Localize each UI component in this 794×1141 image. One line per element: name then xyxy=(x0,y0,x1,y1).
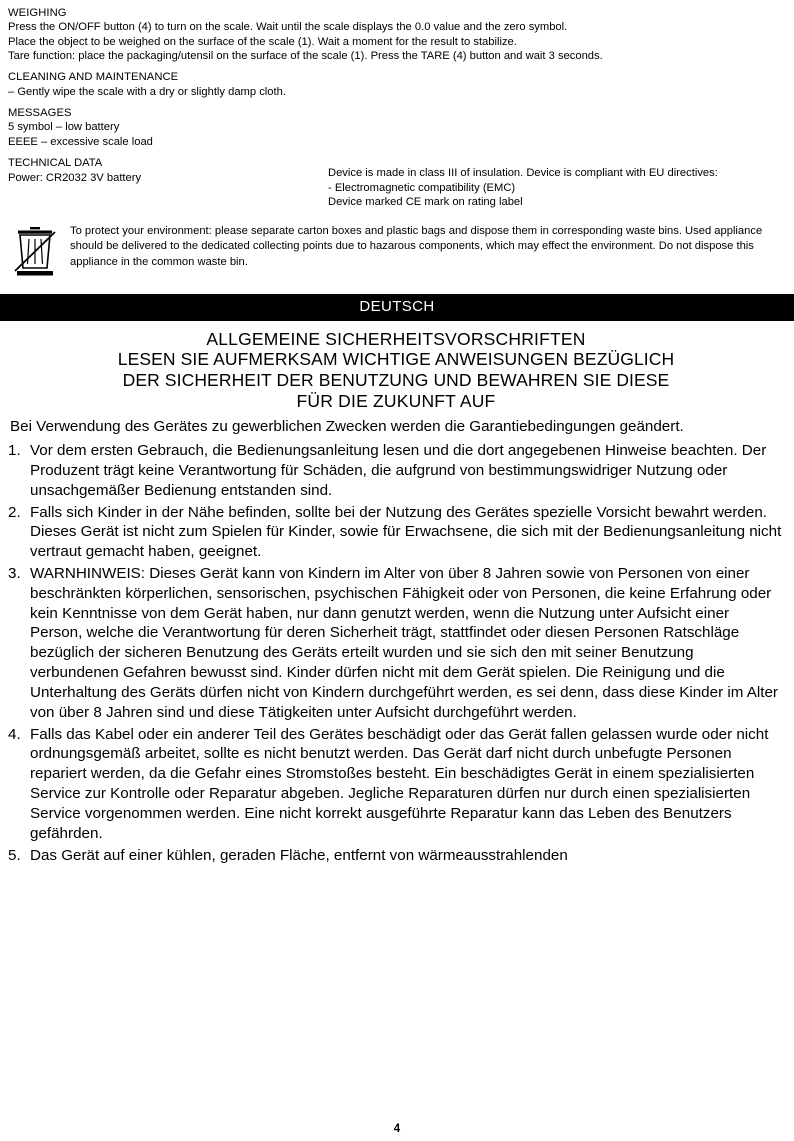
language-section-bar: DEUTSCH xyxy=(0,294,794,321)
weighing-heading: WEIGHING xyxy=(8,7,67,19)
message-line: 5 symbol – low battery xyxy=(8,121,120,134)
cleaning-line: – Gently wipe the scale with a dry or slightly damp cloth. xyxy=(8,85,286,98)
environment-text: To protect your environment: please separate carton boxes and plastic bags and dispose them in corresponding waste bins. Used appliance should be delivered to the dedicated collecting points due to hazarous components, which may effect the environment. Do not dispose this appliance in the common waste bin. xyxy=(70,224,763,268)
technical-data-block xyxy=(8,156,786,210)
german-safety-list xyxy=(8,441,784,865)
compliance-line: Device marked CE mark on rating label xyxy=(328,196,523,209)
list-item-text: Vor dem ersten Gebrauch, die Bedienungsanleitung lesen und die dort angegebenen Hinweise beachten. Der Produzent trägt keine Verantwortung für Schäden, die aufgrund von bestimmungswidriger Nutzung oder unsachgemäßer Bedienung entstanden sind. xyxy=(30,442,767,499)
list-item xyxy=(8,564,784,723)
environment-block xyxy=(8,224,786,282)
spacer xyxy=(8,63,786,70)
compliance-line: Device is made in class III of insulation. Device is compliant with EU directives: xyxy=(328,166,718,179)
list-item-number: 3. xyxy=(8,565,21,582)
cleaning-heading: CLEANING AND MAINTENANCE xyxy=(8,71,179,84)
list-item-text: WARNHINWEIS: Dieses Gerät kann von Kindern im Alter von über 8 Jahren sowie von Personen von einer beschränkten körperlichen, sensorischen, psychischen Fähigkeit oder von Personen, die keine Erfahrung oder kein Kenntnisse von dem Gerät haben, nur dann genutzt werden, wenn die Nutzung unter Aufsicht einer Person, welche die Verantwortung für deren Sicherheit trägt, stattfindet oder diesen Personen Ratschläge bezüglich der sicheren Benutzung des Geräts erteilt wurden und sie sich den mit seiner Benutzung verbundenen Gefahren bewusst sind. Kinder dürfen nicht mit dem Gerät spielen. Die Reinigung und die Unterhaltung des Geräts dürfen nicht von Kindern durchgeführt werden, es sei denn, dass diese Kinder im Alter von über 8 Jahren sind und diese Tätigkeiten unter Aufsicht durchgeführt werden. xyxy=(30,565,778,721)
list-item-text: Falls das Kabel oder ein anderer Teil des Gerätes beschädigt oder das Gerät fallen gelassen wurde oder nicht ordnungsgemäß arbeitet, sollte es nicht benutzt werden. Das Gerät darf nicht durch unbefugte Personen repariert werden, da die Gefahr eines Stromstoßes besteht. Ein beschädigtes Gerät in einem spezialisierten Service zur Kontrolle oder Reparatur abgeben. Jegliche Reparaturen dürfen nur durch einen spezialisierten Service vorgenommen werden. Eine nicht korrekt ausgeführte Reparatur kann das Leben des Benutzers gefährden. xyxy=(30,725,769,842)
german-section xyxy=(0,321,794,866)
german-title-line: ALLGEMEINE SICHERHEITSVORSCHRIFTEN xyxy=(206,328,586,349)
weighing-line: Tare function: place the packaging/utensil on the surface of the scale (1). Press the TARE (4) button and wait 3 seconds. xyxy=(8,49,603,62)
list-item-number: 2. xyxy=(8,503,21,521)
list-item xyxy=(8,441,784,500)
list-item-text: Falls sich Kinder in der Nähe befinden, sollte bei der Nutzung des Gerätes spezielle Vorsicht bewahrt werden. Dieses Gerät ist nicht zum Spielen für Kinder, sowie für Erwachsene, die sich mit der Bedienungsanleitung nicht vertraut gemacht haben, geeignet. xyxy=(30,503,782,561)
technical-heading: TECHNICAL DATA xyxy=(8,156,103,169)
list-item-number: 4. xyxy=(8,725,21,743)
list-item xyxy=(8,503,784,562)
list-item-text: Das Gerät auf einer kühlen, geraden Fläche, entfernt von wärmeausstrahlenden xyxy=(30,846,568,864)
german-intro: Bei Verwendung des Gerätes zu gewerblichen Zwecken werden die Garantiebedingungen geändert. xyxy=(10,418,684,436)
list-item xyxy=(8,846,784,866)
spacer xyxy=(8,99,786,106)
crossed-out-wheelie-bin-icon xyxy=(8,224,70,282)
english-section xyxy=(0,0,794,282)
message-line: EEEE – excessive scale load xyxy=(8,135,153,148)
weighing-line: Press the ON/OFF button (4) to turn on the scale. Wait until the scale displays the 0.0 value and the zero symbol. xyxy=(8,21,568,34)
weighing-line: Place the object to be weighed on the surface of the scale (1). Wait a moment for the result to stabilize. xyxy=(8,35,517,48)
list-item-number: 1. xyxy=(8,442,21,460)
german-title-line: FÜR DIE ZUKUNFT AUF xyxy=(296,390,496,411)
german-title-line: DER SICHERHEIT DER BENUTZUNG UND BEWAHREN SIE DIESE xyxy=(122,370,670,390)
compliance-block xyxy=(328,156,786,210)
list-item-number: 5. xyxy=(8,846,21,864)
list-item xyxy=(8,725,784,844)
technical-data-left xyxy=(8,156,328,185)
german-title-line: LESEN SIE AUFMERKSAM WICHTIGE ANWEISUNGEN BEZÜGLICH xyxy=(117,349,675,370)
page-number: 4 xyxy=(393,1123,401,1135)
technical-line: Power: CR2032 3V battery xyxy=(8,171,142,184)
messages-heading: MESSAGES xyxy=(8,106,72,119)
compliance-line: - Electromagnetic compatibility (EMC) xyxy=(328,181,516,194)
german-title xyxy=(8,325,784,412)
